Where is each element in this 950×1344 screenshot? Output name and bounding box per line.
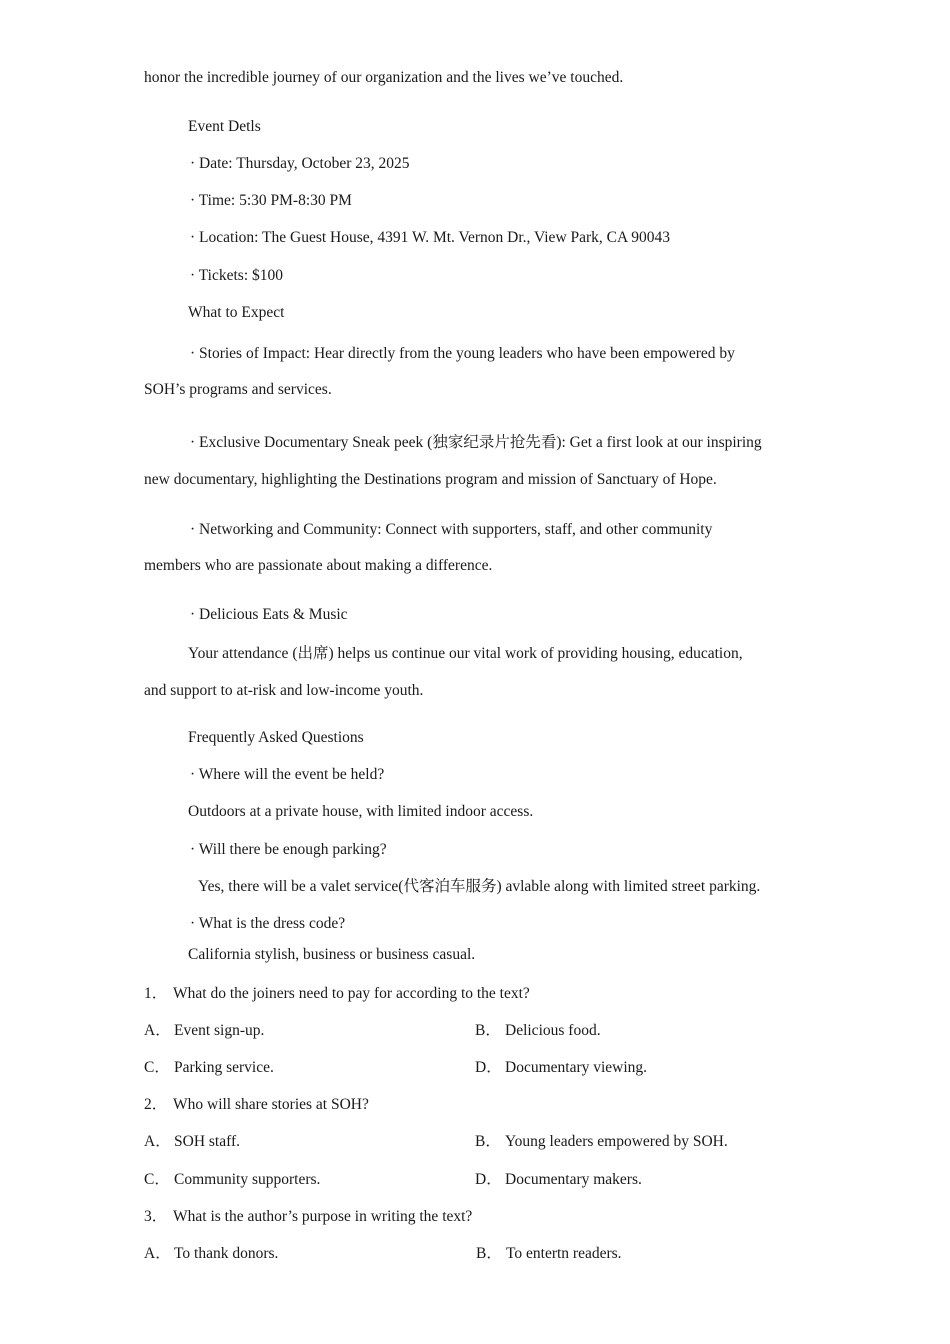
option-text: To thank donors. <box>174 1245 279 1262</box>
faq-question-dress: · What is the dress code? <box>190 915 346 932</box>
event-details-heading: Event Detls <box>188 118 261 135</box>
attendance-line1: Your attendance (出席) helps us continue our vital work of providing housing, education, <box>188 645 743 662</box>
option-letter: D． <box>475 1171 502 1188</box>
option-text: To entertn readers. <box>506 1245 622 1262</box>
q1-option-a[interactable] <box>144 1021 264 1041</box>
option-text: Parking service. <box>174 1059 274 1076</box>
option-text: Community supporters. <box>174 1171 321 1188</box>
option-letter: A． <box>144 1245 171 1262</box>
expect-item-documentary-line2: new documentary, highlighting the Destinations program and mission of Sanctuary of Hope. <box>144 471 717 488</box>
option-text: SOH staff. <box>174 1133 241 1150</box>
option-letter: D． <box>475 1059 502 1076</box>
event-location: · Location: The Guest House, 4391 W. Mt. Vernon Dr., View Park, CA 90043 <box>190 229 670 246</box>
option-text: Delicious food. <box>505 1022 601 1039</box>
q2-option-c[interactable] <box>144 1170 320 1190</box>
q1-option-b[interactable] <box>475 1021 601 1041</box>
question-number: 1． <box>144 985 168 1002</box>
option-letter: B． <box>475 1022 501 1039</box>
option-letter: C． <box>144 1059 170 1076</box>
q1-option-d[interactable] <box>475 1058 647 1078</box>
faq-answer-parking: Yes, there will be a valet service(代客泊车服务) avlable along with limited street parking. <box>198 878 761 895</box>
question-text: Who will share stories at SOH? <box>173 1096 369 1113</box>
intro-tail-text: honor the incredible journey of our organization and the lives we’ve touched. <box>144 69 624 86</box>
event-time: · Time: 5:30 PM-8:30 PM <box>190 192 352 209</box>
q2-option-d[interactable] <box>475 1170 642 1190</box>
q2-option-b[interactable] <box>475 1132 728 1152</box>
option-letter: A． <box>144 1133 171 1150</box>
expect-item-stories-line2: SOH’s programs and services. <box>144 381 332 398</box>
faq-answer-dress: California stylish, business or business casual. <box>188 946 476 963</box>
question-1 <box>144 984 530 1004</box>
option-text: Documentary makers. <box>505 1171 642 1188</box>
event-date: · Date: Thursday, October 23, 2025 <box>190 155 410 172</box>
option-letter: B． <box>476 1245 502 1262</box>
q3-option-a[interactable] <box>144 1244 278 1264</box>
question-number: 2． <box>144 1096 168 1113</box>
option-text: Young leaders empowered by SOH. <box>505 1133 728 1150</box>
option-text: Event sign-up. <box>174 1022 265 1039</box>
option-letter: C． <box>144 1171 170 1188</box>
faq-question-location: · Where will the event be held? <box>190 766 385 783</box>
faq-answer-location: Outdoors at a private house, with limited indoor access. <box>188 803 534 820</box>
option-letter: B． <box>475 1133 501 1150</box>
q1-option-c[interactable] <box>144 1058 274 1078</box>
faq-heading: Frequently Asked Questions <box>188 729 364 746</box>
expect-item-networking-line1: · Networking and Community: Connect with supporters, staff, and other community <box>190 521 713 538</box>
expect-item-stories-line1: · Stories of Impact: Hear directly from the young leaders who have been empowered by <box>190 345 735 362</box>
faq-question-parking: · Will there be enough parking? <box>190 841 387 858</box>
expect-item-documentary-line1: · Exclusive Documentary Sneak peek (独家纪录片抢先看): Get a first look at our inspiring <box>190 434 762 451</box>
event-tickets: · Tickets: $100 <box>190 267 284 284</box>
what-to-expect-heading: What to Expect <box>188 304 285 321</box>
question-text: What do the joiners need to pay for according to the text? <box>173 985 530 1002</box>
question-number: 3． <box>144 1208 168 1225</box>
expect-item-networking-line2: members who are passionate about making a difference. <box>144 557 493 574</box>
q2-option-a[interactable] <box>144 1132 240 1152</box>
expect-item-eats: · Delicious Eats & Music <box>190 606 348 623</box>
question-text: What is the author’s purpose in writing the text? <box>173 1208 473 1225</box>
option-text: Documentary viewing. <box>505 1059 648 1076</box>
question-3 <box>144 1207 472 1227</box>
option-letter: A． <box>144 1022 171 1039</box>
q3-option-b[interactable] <box>476 1244 622 1264</box>
attendance-line2: and support to at-risk and low-income youth. <box>144 682 424 699</box>
question-2 <box>144 1095 369 1115</box>
